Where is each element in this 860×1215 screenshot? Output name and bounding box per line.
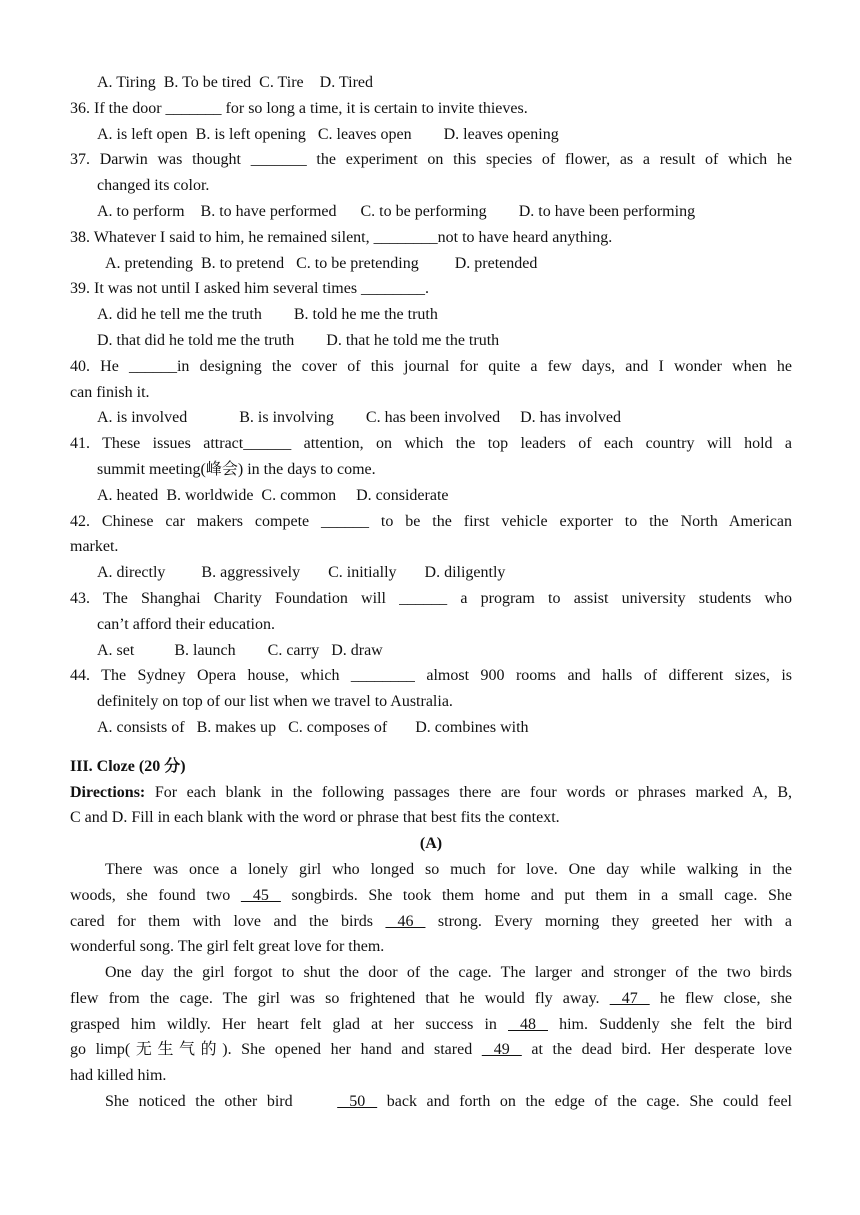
blank-45: 45 <box>240 886 281 904</box>
q41-option-b: B. worldwide <box>166 486 254 504</box>
q38-option-a: A. pretending <box>105 254 193 272</box>
q36-options <box>70 122 792 148</box>
passage-line8 <box>70 1037 792 1063</box>
q42-stem-line1: 42. Chinese car makers compete ______ to be the first vehicle exporter to the North American <box>70 512 792 530</box>
q39-option-c: D. that did he told me the truth <box>97 331 295 349</box>
q44-stem-line2: definitely on top of our list when we travel to Australia. <box>97 693 453 711</box>
q38-option-d: D. pretended <box>454 254 538 272</box>
q41-option-d: D. considerate <box>356 486 449 504</box>
q37-option-b: B. to have performed <box>200 202 337 220</box>
q36-option-c: C. leaves open <box>317 125 412 143</box>
q41-stem-line1: 41. These issues attract______ attention, on which the top leaders of each country will hold a <box>70 435 792 453</box>
q40-option-c: C. has been involved <box>365 409 501 427</box>
q44-option-d: D. combines with <box>415 718 529 736</box>
q35-option-c: C. Tire <box>259 74 304 91</box>
q37-stem-line2: changed its color. <box>97 177 210 195</box>
passage-line7 <box>70 1012 792 1038</box>
q44-option-a: A. consists of <box>97 718 185 736</box>
q42-stem-line2: market. <box>70 538 119 556</box>
q44-stem-line1: 44. The Sydney Opera house, which ________ almost 900 rooms and halls of different sizes, is <box>70 667 792 685</box>
directions-label: Directions: <box>70 783 146 801</box>
directions-text-1: For each blank in the following passages there are four words or phrases marked A, B, <box>145 783 792 801</box>
q37-option-c: C. to be performing <box>360 202 487 220</box>
q41-stem-line2: summit meeting(峰会) in the days to come. <box>97 460 376 478</box>
q37-option-d: D. to have been performing <box>518 202 696 220</box>
q40-option-d: D. has involved <box>520 409 621 427</box>
passage-line9: had killed him. <box>70 1067 167 1085</box>
q40-option-b: B. is involving <box>239 409 334 427</box>
q42-option-a: A. directly <box>97 564 166 582</box>
q39-stem: 39. It was not until I asked him several times ________. <box>70 280 430 298</box>
directions-line1 <box>70 780 792 806</box>
passage-line1: There was once a lonely girl who longed so much for love. One day while walking in the <box>105 860 792 878</box>
q39-options-row2 <box>70 328 792 354</box>
passage-text: him. Suddenly she felt the bird <box>548 1015 792 1033</box>
passage-line2 <box>70 883 792 909</box>
passage-text: he flew close, she <box>649 989 793 1007</box>
passage-text: woods, she found two <box>70 886 241 904</box>
q43-stem-line1: 43. The Shanghai Charity Foundation will ______ a program to assist university students who <box>70 589 792 607</box>
q35-option-a: A. Tiring <box>97 74 156 91</box>
q36-stem: 36. If the door _______ for so long a time, it is certain to invite thieves. <box>70 99 528 117</box>
q35-options <box>70 70 792 96</box>
q43-option-a: A. set <box>97 641 135 659</box>
q39-options-row1 <box>70 302 792 328</box>
blank-49: 49 <box>481 1041 522 1059</box>
q40-stem-line2: can finish it. <box>70 383 150 401</box>
passage-text: songbirds. She took them home and put them in a small cage. She <box>280 886 793 904</box>
passage-text: go limp(无生气的). She opened her hand and stared <box>70 1041 482 1059</box>
exam-page <box>70 70 792 1115</box>
q37-options <box>70 199 792 225</box>
blank-46: 46 <box>385 912 426 930</box>
q37-stem-line1: 37. Darwin was thought _______ the experiment on this species of flower, as a result of which he <box>70 151 792 169</box>
q41-options <box>70 483 792 509</box>
blank-50: 50 <box>337 1093 378 1111</box>
passage-line3 <box>70 909 792 935</box>
q38-options <box>70 251 792 277</box>
q39-option-d: D. that he told me the truth <box>326 331 500 349</box>
q41-option-c: C. common <box>261 486 337 504</box>
q36-option-d: D. leaves opening <box>443 125 559 143</box>
q43-stem-line2: can’t afford their education. <box>97 615 275 633</box>
q44-option-c: C. composes of <box>288 718 388 736</box>
passage-line4: wonderful song. The girl felt great love for them. <box>70 938 385 956</box>
passage-text: back and forth on the edge of the cage. She could feel <box>377 1093 792 1111</box>
q39-option-a: A. did he tell me the truth <box>97 306 262 324</box>
q44-option-b: B. makes up <box>196 718 277 736</box>
q35-option-b: B. To be tired <box>163 74 252 91</box>
q38-option-c: C. to be pretending <box>296 254 419 272</box>
q42-option-d: D. diligently <box>424 564 506 582</box>
directions-line2: C and D. Fill in each blank with the word or phrase that best fits the context. <box>70 809 560 827</box>
passage-text: flew from the cage. The girl was so frightened that he would fly away. <box>70 989 610 1007</box>
q40-option-a: A. is involved <box>97 409 188 427</box>
q37-option-a: A. to perform <box>97 202 185 220</box>
passage-text: at the dead bird. Her desperate love <box>521 1041 792 1059</box>
passage-text: cared for them with love and the birds <box>70 912 386 930</box>
q43-options <box>70 638 792 664</box>
q36-option-b: B. is left opening <box>195 125 306 143</box>
passage-label: (A) <box>419 835 443 853</box>
q38-stem: 38. Whatever I said to him, he remained silent, ________not to have heard anything. <box>70 228 613 246</box>
passage-text: She noticed the other bird <box>105 1093 303 1111</box>
q43-option-b: B. launch <box>174 641 236 659</box>
q43-option-d: D. draw <box>331 641 383 659</box>
passage-line10 <box>70 1089 792 1115</box>
q39-option-b: B. told he me the truth <box>293 306 438 324</box>
blank-48: 48 <box>508 1015 548 1033</box>
q41-option-a: A. heated <box>97 486 159 504</box>
q43-option-c: C. carry <box>267 641 320 659</box>
passage-line5: One day the girl forgot to shut the door of the cage. The larger and stronger of the two birds <box>105 964 792 982</box>
passage-line6 <box>70 986 792 1012</box>
section-heading: III. Cloze (20 分) <box>70 757 186 775</box>
q42-option-c: C. initially <box>328 564 397 582</box>
passage-text: grasped him wildly. Her heart felt glad at her success in <box>70 1015 508 1033</box>
blank-47: 47 <box>609 989 650 1007</box>
q40-options <box>70 405 792 431</box>
q40-stem-line1: 40. He ______in designing the cover of this journal for quite a few days, and I wonder when he <box>70 357 792 375</box>
q36-option-a: A. is left open <box>97 125 188 143</box>
q38-option-b: B. to pretend <box>200 254 285 272</box>
q35-option-d: D. Tired <box>319 74 373 91</box>
q42-options <box>70 560 792 586</box>
q42-option-b: B. aggressively <box>201 564 301 582</box>
q44-options <box>70 715 792 741</box>
passage-text: strong. Every morning they greeted her with a <box>425 912 792 930</box>
